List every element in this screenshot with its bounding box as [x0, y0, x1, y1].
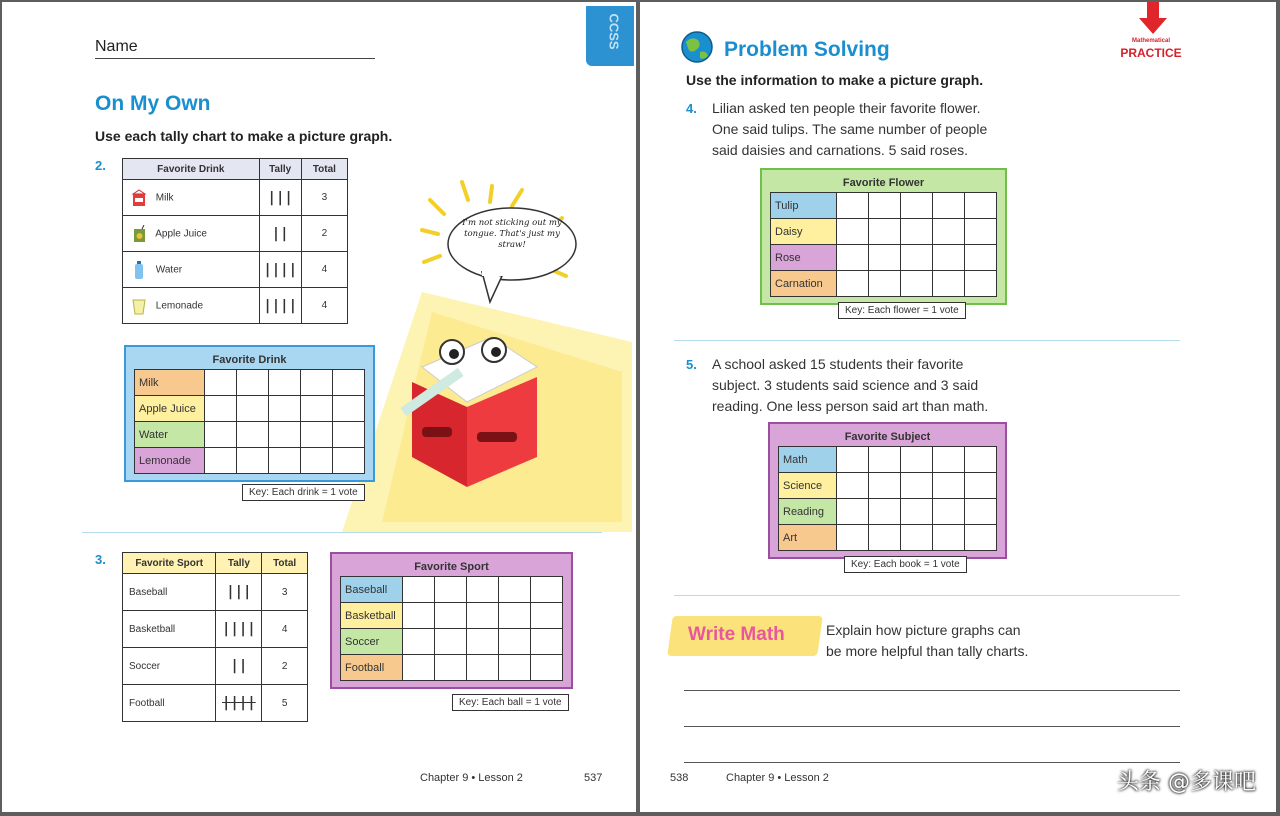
graph-cell[interactable]: [933, 271, 965, 297]
graph-cell[interactable]: [965, 499, 997, 525]
graph-cell[interactable]: [435, 655, 467, 681]
tally-header: Tally: [216, 553, 262, 574]
graph-cell[interactable]: [333, 396, 365, 422]
water-bottle-icon: [131, 261, 147, 279]
graph-row: [779, 499, 997, 525]
graph-cell[interactable]: [301, 448, 333, 474]
tally-label: Soccer: [123, 648, 216, 685]
graph-key: Key: Each flower = 1 vote: [838, 302, 966, 319]
tally-label: Football: [123, 685, 216, 722]
graph-cell[interactable]: [499, 655, 531, 681]
name-label: Name: [95, 38, 138, 55]
graph-cell[interactable]: [301, 370, 333, 396]
graph-cell[interactable]: [837, 525, 869, 551]
tally-marks: ||: [230, 658, 248, 674]
answer-line[interactable]: [684, 726, 1180, 727]
problem-number: 5.: [686, 357, 697, 372]
juice-box-icon: [131, 225, 147, 243]
graph-cell[interactable]: [869, 271, 901, 297]
tally-total: 3: [262, 574, 308, 611]
tally-header: Total: [301, 159, 347, 180]
left-page: [2, 2, 636, 812]
graph-row: [779, 447, 997, 473]
graph-row: [135, 448, 365, 474]
graph-key: Key: Each book = 1 vote: [844, 556, 967, 573]
tally-label: Milk: [155, 192, 174, 204]
tally-total: 4: [301, 288, 347, 324]
graph-cell[interactable]: [467, 629, 499, 655]
graph-row-label: Milk: [135, 370, 205, 396]
graph-cell[interactable]: [933, 473, 965, 499]
graph-row: [341, 603, 563, 629]
ccss-tab: [586, 6, 634, 66]
graph-row: [135, 396, 365, 422]
graph-row-label: Football: [341, 655, 403, 681]
tally-marks: ||||: [263, 297, 298, 314]
graph-title: Favorite Flower: [842, 177, 925, 189]
graph-cell[interactable]: [965, 271, 997, 297]
graph-cell[interactable]: [933, 499, 965, 525]
problem-number: 2.: [95, 158, 106, 173]
problem-line: said daisies and carnations. 5 said roses.: [712, 142, 969, 158]
graph-row: [135, 422, 365, 448]
graph-row-label: Baseball: [341, 577, 403, 603]
graph-title: Favorite Subject: [844, 431, 931, 443]
graph-cell[interactable]: [531, 629, 563, 655]
graph-cell[interactable]: [269, 422, 301, 448]
graph-cell[interactable]: [901, 447, 933, 473]
graph-cell[interactable]: [205, 448, 237, 474]
problem-line: Lilian asked ten people their favorite flower.: [712, 100, 981, 116]
graph-cell[interactable]: [301, 396, 333, 422]
graph-cell[interactable]: [901, 219, 933, 245]
problem-line: subject. 3 students said science and 3 said: [712, 377, 979, 393]
instruction: Use the information to make a picture graph.: [686, 72, 984, 88]
problem-number: 4.: [686, 101, 697, 116]
graph-cell[interactable]: [333, 370, 365, 396]
graph-cell[interactable]: [269, 396, 301, 422]
table-row: [123, 574, 308, 611]
graph-row: [779, 473, 997, 499]
graph-cell[interactable]: [837, 219, 869, 245]
graph-cell[interactable]: [901, 245, 933, 271]
problem-text: [712, 98, 987, 161]
drink-tally-chart: [122, 158, 348, 324]
graph-cell[interactable]: [933, 219, 965, 245]
graph-cell[interactable]: [403, 577, 435, 603]
graph-cell[interactable]: [837, 499, 869, 525]
answer-line[interactable]: [684, 690, 1180, 691]
graph-key: Key: Each drink = 1 vote: [242, 484, 365, 501]
graph-cell[interactable]: [965, 473, 997, 499]
section-title: Problem Solving: [724, 38, 890, 61]
tally-marks: ||||: [263, 261, 298, 278]
graph-cell[interactable]: [901, 271, 933, 297]
graph-cell[interactable]: [901, 473, 933, 499]
graph-row: [771, 245, 997, 271]
graph-cell[interactable]: [205, 396, 237, 422]
tally-label: Apple Juice: [155, 228, 207, 240]
tally-marks: |||: [226, 584, 252, 600]
write-math-prompt: [826, 620, 1028, 662]
graph-row-label: Lemonade: [135, 448, 205, 474]
graph-row-label: Math: [779, 447, 837, 473]
section-divider: [674, 595, 1180, 596]
graph-cell[interactable]: [531, 577, 563, 603]
answer-line[interactable]: [684, 762, 1180, 763]
problem-line: One said tulips. The same number of people: [712, 121, 988, 137]
graph-cell[interactable]: [965, 525, 997, 551]
speech-bubble-text: I'm not sticking out my tongue. That's just my straw!: [462, 218, 562, 250]
graph-cell[interactable]: [205, 422, 237, 448]
graph-grid: [134, 369, 365, 474]
graph-cell[interactable]: [531, 603, 563, 629]
graph-cell[interactable]: [205, 370, 237, 396]
graph-cell[interactable]: [403, 655, 435, 681]
problem-text: [712, 354, 988, 417]
table-row: [123, 648, 308, 685]
tally-header: Total: [262, 553, 308, 574]
tally-label: Lemonade: [155, 300, 204, 312]
table-row: [123, 180, 348, 216]
tally-label: Basketball: [123, 611, 216, 648]
graph-cell[interactable]: [403, 603, 435, 629]
graph-cell[interactable]: [837, 447, 869, 473]
tally-total: 3: [301, 180, 347, 216]
graph-cell[interactable]: [869, 525, 901, 551]
tally-header: Tally: [259, 159, 301, 180]
graph-row: [771, 193, 997, 219]
tally-label: Water: [155, 264, 183, 276]
graph-cell[interactable]: [403, 629, 435, 655]
problem-line: A school asked 15 students their favorite: [712, 356, 964, 372]
graph-cell[interactable]: [837, 271, 869, 297]
graph-cell[interactable]: [237, 448, 269, 474]
footer-chapter-lesson: Chapter 9 • Lesson 2: [726, 772, 829, 784]
badge-small-text: Mathematical: [1131, 38, 1170, 44]
graph-grid: [340, 576, 563, 681]
graph-cell[interactable]: [901, 499, 933, 525]
graph-row-label: Water: [135, 422, 205, 448]
graph-title: Favorite Sport: [414, 561, 489, 573]
graph-cell[interactable]: [965, 219, 997, 245]
lemonade-cup-icon: [131, 297, 147, 315]
graph-row: [771, 219, 997, 245]
tally-total: 4: [301, 252, 347, 288]
graph-title: Favorite Drink: [212, 354, 287, 366]
prompt-line: be more helpful than tally charts.: [826, 643, 1029, 659]
graph-row: [341, 629, 563, 655]
graph-cell[interactable]: [269, 448, 301, 474]
instruction: Use each tally chart to make a picture graph.: [95, 128, 393, 144]
table-row: [123, 288, 348, 324]
graph-cell[interactable]: [499, 629, 531, 655]
page-number: 538: [670, 772, 689, 784]
graph-row-label: Reading: [779, 499, 837, 525]
problem-line: reading. One less person said art than math.: [712, 398, 989, 414]
tally-total: 4: [262, 611, 308, 648]
problem-number: 3.: [95, 552, 106, 567]
name-line: [95, 58, 375, 59]
right-page: [640, 2, 1276, 812]
graph-cell[interactable]: [933, 245, 965, 271]
graph-cell[interactable]: [301, 422, 333, 448]
globe-icon: [678, 28, 716, 66]
graph-cell[interactable]: [869, 499, 901, 525]
section-divider: [82, 532, 602, 533]
graph-row-label: Art: [779, 525, 837, 551]
graph-row-label: Basketball: [341, 603, 403, 629]
section-title: On My Own: [95, 92, 211, 115]
tally-header: Favorite Sport: [123, 553, 216, 574]
favorite-sport-picture-graph: [330, 552, 573, 689]
graph-cell[interactable]: [869, 447, 901, 473]
graph-cell[interactable]: [933, 447, 965, 473]
table-row: [123, 611, 308, 648]
graph-row: [771, 271, 997, 297]
graph-cell[interactable]: [965, 193, 997, 219]
tally-marks: ||||: [222, 695, 256, 711]
tally-marks: |||: [267, 189, 293, 206]
graph-cell[interactable]: [837, 473, 869, 499]
graph-cell[interactable]: [435, 629, 467, 655]
graph-cell[interactable]: [237, 370, 269, 396]
sport-tally-chart: [122, 552, 308, 722]
tally-marks: ||: [271, 225, 289, 242]
graph-cell[interactable]: [467, 577, 499, 603]
graph-grid: [778, 446, 997, 551]
graph-cell[interactable]: [869, 473, 901, 499]
prompt-line: Explain how picture graphs can: [826, 622, 1021, 638]
write-math-label: Write Math: [688, 624, 785, 645]
graph-key: Key: Each ball = 1 vote: [452, 694, 569, 711]
graph-cell[interactable]: [467, 655, 499, 681]
favorite-drink-picture-graph: [124, 345, 375, 482]
graph-cell[interactable]: [837, 245, 869, 271]
graph-cell[interactable]: [499, 603, 531, 629]
graph-row-label: Soccer: [341, 629, 403, 655]
tally-total: 5: [262, 685, 308, 722]
graph-row-label: Daisy: [771, 219, 837, 245]
milk-carton-icon: [131, 189, 147, 207]
graph-row: [779, 525, 997, 551]
page-number: 537: [584, 772, 603, 784]
graph-cell[interactable]: [869, 193, 901, 219]
graph-cell[interactable]: [499, 577, 531, 603]
tally-label: Baseball: [123, 574, 216, 611]
footer-chapter-lesson: Chapter 9 • Lesson 2: [420, 772, 523, 784]
graph-row-label: Apple Juice: [135, 396, 205, 422]
graph-row-label: Rose: [771, 245, 837, 271]
graph-cell[interactable]: [531, 655, 563, 681]
graph-cell[interactable]: [237, 422, 269, 448]
table-row: [123, 216, 348, 252]
section-divider: [674, 340, 1180, 341]
graph-row: [341, 577, 563, 603]
tally-marks: ||||: [222, 621, 256, 637]
favorite-flower-picture-graph: [760, 168, 1007, 305]
graph-row: [135, 370, 365, 396]
graph-row: [341, 655, 563, 681]
graph-cell[interactable]: [869, 245, 901, 271]
tally-total: 2: [262, 648, 308, 685]
graph-cell[interactable]: [933, 193, 965, 219]
down-arrow-icon: [1138, 2, 1168, 36]
graph-cell[interactable]: [435, 577, 467, 603]
graph-cell[interactable]: [333, 422, 365, 448]
graph-cell[interactable]: [901, 193, 933, 219]
graph-grid: [770, 192, 997, 297]
graph-cell[interactable]: [965, 447, 997, 473]
graph-cell[interactable]: [837, 193, 869, 219]
ccss-tab-label: CCSS: [606, 13, 622, 50]
graph-cell[interactable]: [933, 525, 965, 551]
graph-cell[interactable]: [435, 603, 467, 629]
table-row: [123, 685, 308, 722]
tally-total: 2: [301, 216, 347, 252]
graph-cell[interactable]: [901, 525, 933, 551]
tally-header: Favorite Drink: [123, 159, 260, 180]
graph-row-label: Carnation: [771, 271, 837, 297]
table-row: [123, 252, 348, 288]
graph-cell[interactable]: [237, 396, 269, 422]
graph-row-label: Science: [779, 473, 837, 499]
practice-badge: PRACTICE: [1120, 46, 1182, 60]
graph-cell[interactable]: [269, 370, 301, 396]
favorite-subject-picture-graph: [768, 422, 1007, 559]
graph-cell[interactable]: [965, 245, 997, 271]
graph-row-label: Tulip: [771, 193, 837, 219]
graph-cell[interactable]: [869, 219, 901, 245]
graph-cell[interactable]: [467, 603, 499, 629]
graph-cell[interactable]: [333, 448, 365, 474]
watermark: 头条 @多课吧: [1117, 770, 1256, 795]
